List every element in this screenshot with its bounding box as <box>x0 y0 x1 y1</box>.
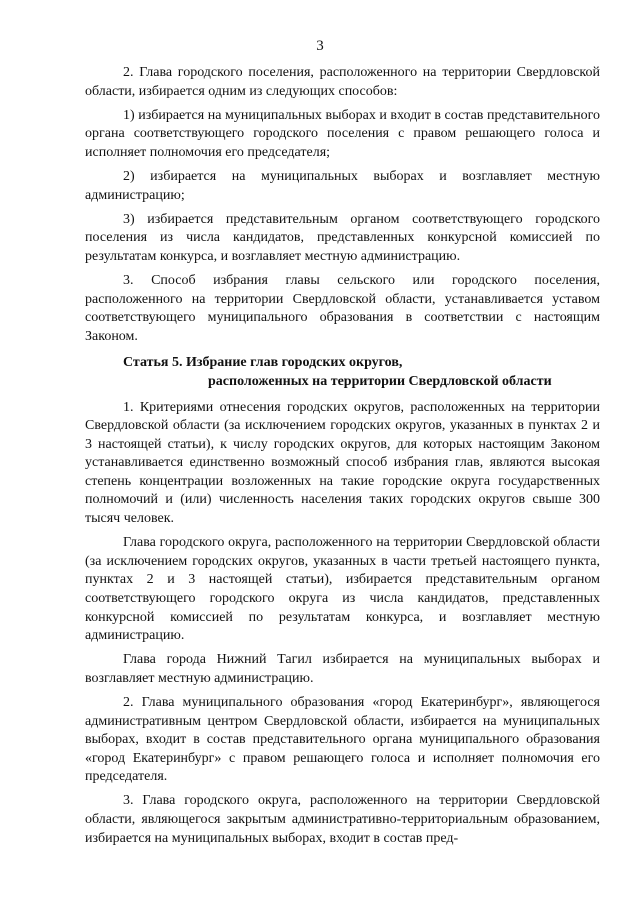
article-heading-line2: расположенных на территории Свердловской области <box>208 373 552 389</box>
paragraph-clause-2: 2. Глава городского поселения, расположенного на территории Свердловской области, избирается одним из следующих способов: <box>85 65 600 99</box>
document-body <box>85 64 600 854</box>
paragraph-article5-clause-1-part-2: Глава городского округа, расположенного на территории Свердловской области (за исключением городских округов, указанных в части третьей настоящего пункта, пунктах 2 и 3 настоящей статьи), избирается представительным органом соответствующего городского округа из числа кандидатов, представленных конкурсной комиссией по результатам конкурса, и возглавляет местную администрацию. <box>85 535 600 644</box>
paragraph-article5-clause-2: 2. Глава муниципального образования «город Екатеринбург», являющегося административным центром Свердловской области, избирается на муниципальных выборах, входит в состав представительного органа муниципального образования «город Екатеринбург» с правом решающего голоса и исполняет полномочия его председателя. <box>85 694 600 785</box>
paragraph-subclause-1: 1) избирается на муниципальных выборах и входит в состав представительного органа соответствующего городского поселения с правом решающего голоса и исполняет полномочия его председателя; <box>85 107 600 160</box>
paragraph-article5-clause-3: 3. Глава городского округа, расположенного на территории Свердловской области, являющегося закрытым административно-территориальным образованием, избирается на муниципальных выборах, входит в состав пред- <box>85 793 600 846</box>
paragraph-subclause-3: 3) избирается представительным органом соответствующего городского поселения из числа кандидатов, представленных конкурсной комиссией по результатам конкурса, и возглавляет местную администрацию. <box>85 211 600 264</box>
page-number: 3 <box>316 38 324 54</box>
paragraph-clause-3: 3. Способ избрания главы сельского или городского поселения, расположенного на территории Свердловской области, устанавливается уставом соответствующего муниципального образования в соответствии с настоящим Законом. <box>85 272 600 344</box>
paragraph-subclause-2: 2) избирается на муниципальных выборах и возглавляет местную администрацию; <box>85 168 600 203</box>
article-heading-line1: Статья 5. Избрание глав городских округов, <box>123 355 403 371</box>
paragraph-article5-clause-1: 1. Критериями отнесения городских округов, расположенных на территории Свердловской области (за исключением городских округов, указанных в пунктах 2 и 3 настоящей статьи), к числу городских округов, для которых настоящим Законом устанавливается единственно возможный способ избрания глав, являются высокая степень концентрации возложенных на такие городские округа государственных полномочий и (или) численность населения таких городских округов свыше 300 тысяч человек. <box>85 399 600 527</box>
paragraph-article5-clause-1-part-3: Глава города Нижний Тагил избирается на муниципальных выборах и возглавляет местную администрацию. <box>85 652 600 686</box>
article-heading <box>85 354 600 391</box>
